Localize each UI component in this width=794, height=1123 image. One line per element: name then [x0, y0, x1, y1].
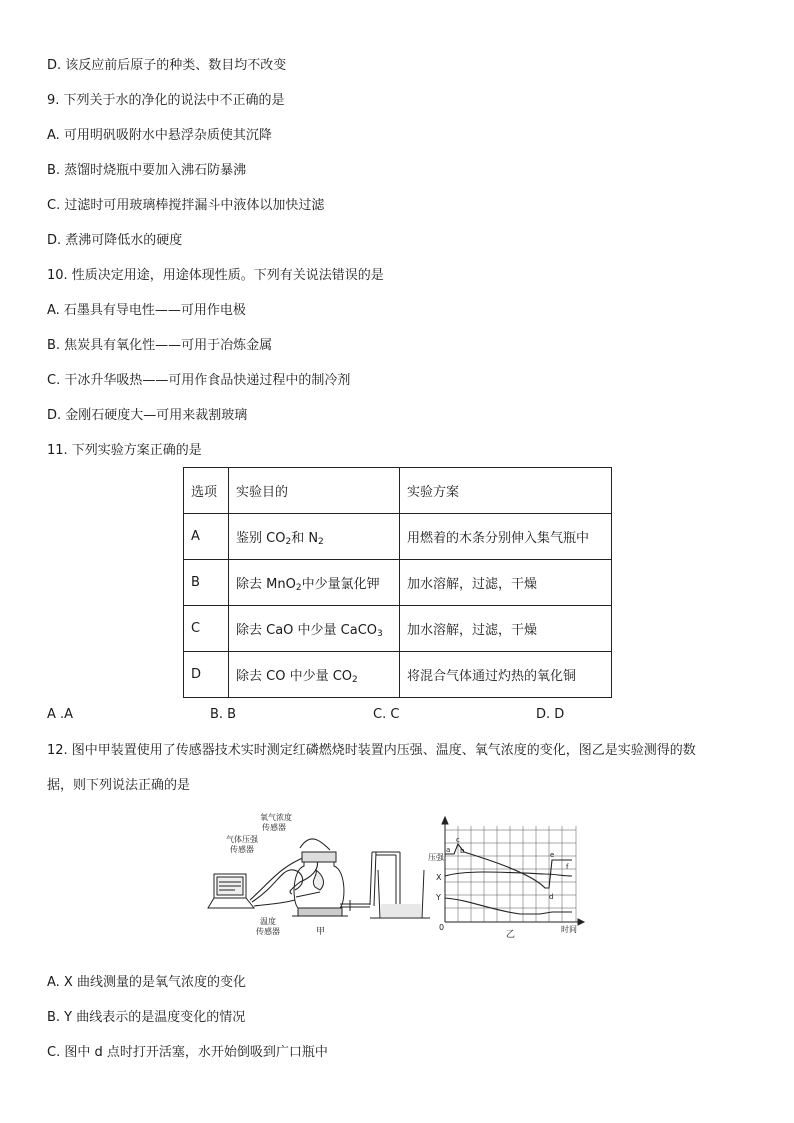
- curve-x-label: X: [436, 873, 442, 882]
- point-b-label: b: [460, 847, 465, 855]
- q10-option-c: C. 干冰升华吸热——可用作食品快递过程中的制冷剂: [47, 373, 351, 388]
- graph-axes: [442, 817, 584, 925]
- table-header-cell: 实验方案: [400, 468, 612, 514]
- answer-choice-d: D. D: [536, 707, 565, 722]
- table-cell-option: A: [184, 514, 229, 560]
- table-cell-goal: 除去 MnO$_2$中少量氯化钾: [229, 560, 400, 606]
- answer-choice-a: A .A: [47, 707, 74, 722]
- question-11: 11. 下列实验方案正确的是: [47, 443, 202, 458]
- figure-svg: [200, 812, 590, 944]
- q11-answers: [47, 706, 747, 724]
- q9-option-c: C. 过滤时可用玻璃棒搅拌漏斗中液体以加快过滤: [47, 198, 325, 213]
- label-temp-sensor-2: 传感器: [256, 927, 280, 936]
- point-f-label: f: [566, 863, 569, 871]
- table-row: [184, 560, 612, 606]
- q12-option-a: A. X 曲线测量的是氧气浓度的变化: [47, 975, 246, 990]
- answer-choice-c: C. C: [373, 707, 400, 722]
- laptop-icon: [208, 874, 254, 908]
- question-10: 10. 性质决定用途，用途体现性质。下列有关说法错误的是: [47, 268, 384, 283]
- curve-y-label: Y: [436, 893, 441, 902]
- q12-option-b: B. Y 曲线表示的是温度变化的情况: [47, 1010, 246, 1025]
- table-cell-plan: 加水溶解，过滤，干燥: [400, 560, 612, 606]
- table-cell-goal: 除去 CO 中少量 $CO_2$: [229, 652, 400, 698]
- label-o2-sensor-1: 氧气浓度: [260, 813, 292, 822]
- table-cell-option: C: [184, 606, 229, 652]
- label-o2-sensor-2: 传感器: [262, 823, 286, 832]
- table-header-cell: 选项: [184, 468, 229, 514]
- graph-origin-label: 0: [439, 923, 445, 932]
- table-header-row: [184, 468, 612, 514]
- answer-choice-b: B. B: [210, 707, 237, 722]
- graph-axis-y-label: 压强: [428, 853, 444, 862]
- label-pressure-sensor-2: 传感器: [230, 845, 254, 854]
- label-apparatus-jia: 甲: [316, 927, 326, 937]
- label-pressure-sensor-1: 气体压强: [226, 835, 258, 844]
- reaction-bottle: [292, 852, 348, 916]
- q10-option-b: B. 焦炭具有氧化性——可用于冶炼金属: [47, 338, 273, 353]
- label-graph-yi: 乙: [506, 930, 516, 940]
- question-12-line1: 12. 图中甲装置使用了传感器技术实时测定红磷燃烧时装置内压强、温度、氧气浓度的变化，图乙是实验测得的数: [47, 743, 696, 758]
- point-d-label: d: [549, 893, 554, 901]
- experiment-table: [183, 467, 612, 698]
- table-cell-plan: 将混合气体通过灼热的氧化铜: [400, 652, 612, 698]
- table-cell-goal: 鉴别 $CO_2$和 $N_2$: [229, 514, 400, 560]
- point-a-label: a: [446, 846, 451, 854]
- q12-option-c: C. 图中 d 点时打开活塞，水开始倒吸到广口瓶中: [47, 1045, 328, 1060]
- graph-grid: [445, 826, 576, 922]
- label-temp-sensor-1: 温度: [260, 917, 276, 926]
- q9-option-d: D. 煮沸可降低水的硬度: [47, 233, 183, 248]
- table-row: [184, 652, 612, 698]
- question-9: 9. 下列关于水的净化的说法中不正确的是: [47, 93, 285, 108]
- point-c-label: c: [456, 836, 460, 844]
- table-cell-plan: 加水溶解，过滤，干燥: [400, 606, 612, 652]
- table-cell-goal: 除去 CaO 中少量 CaCO$_3$: [229, 606, 400, 652]
- graph-axis-x-label: 时间: [561, 925, 577, 934]
- q10-option-a: A. 石墨具有导电性——可用作电极: [47, 303, 246, 318]
- table-row: [184, 606, 612, 652]
- sensor-experiment-figure: [200, 812, 590, 944]
- table-cell-option: B: [184, 560, 229, 606]
- question-12-line2: 据，则下列说法正确的是: [47, 778, 191, 793]
- q10-option-d: D. 金刚石硬度大—可用来裁割玻璃: [47, 408, 248, 423]
- table-cell-option: D: [184, 652, 229, 698]
- point-e-label: e: [550, 851, 555, 859]
- table-header-cell: 实验目的: [229, 468, 400, 514]
- q9-option-b: B. 蒸馏时烧瓶中要加入沸石防暴沸: [47, 163, 247, 178]
- table-row: [184, 514, 612, 560]
- line-d-prev: D. 该反应前后原子的种类、数目均不改变: [47, 58, 287, 73]
- q9-option-a: A. 可用明矾吸附水中悬浮杂质使其沉降: [47, 128, 272, 143]
- table-cell-plan: 用燃着的木条分别伸入集气瓶中: [400, 514, 612, 560]
- connecting-tube: [340, 852, 400, 911]
